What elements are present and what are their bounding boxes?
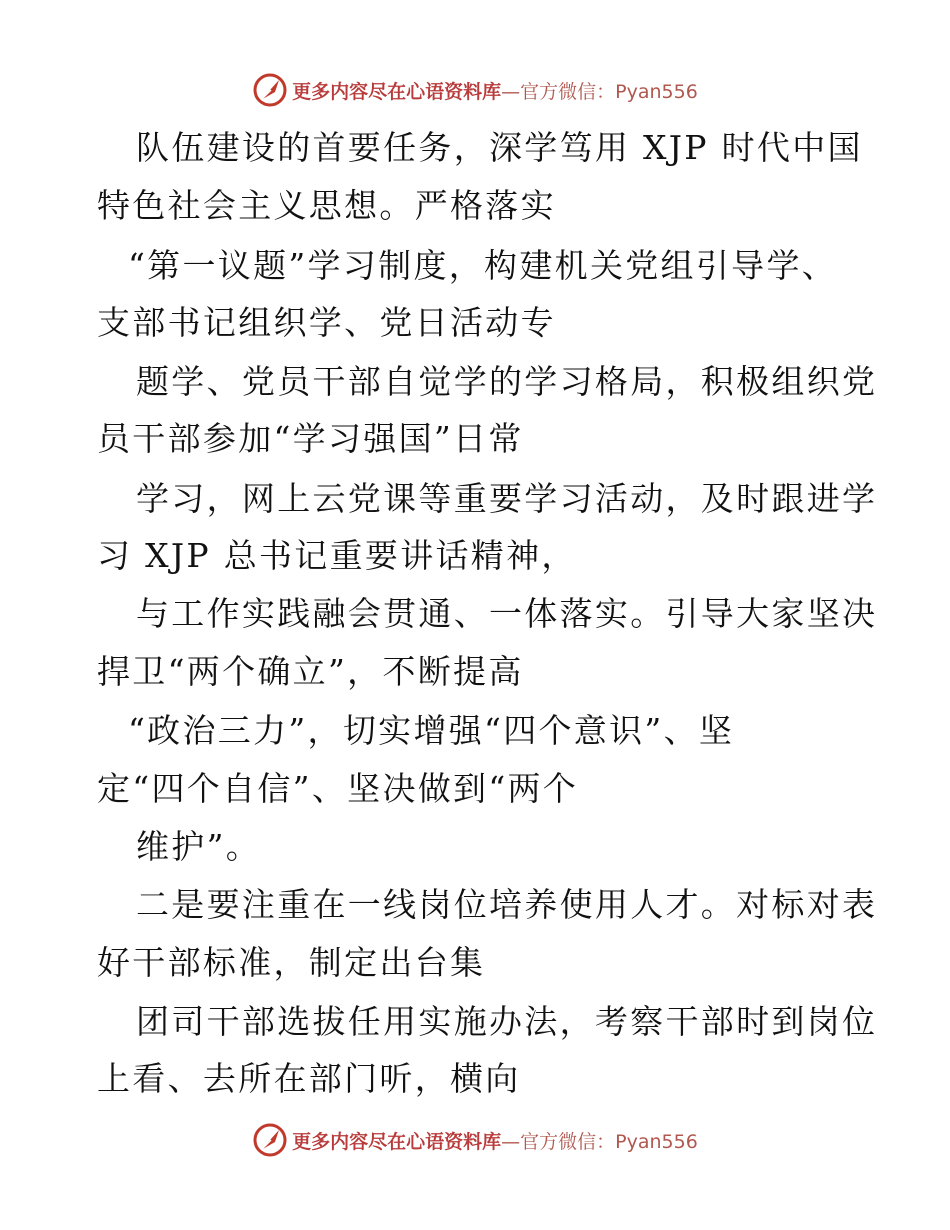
quill-logo-icon	[252, 1122, 288, 1158]
banner-tail: —官方微信：Pyan556	[501, 80, 698, 103]
text-line: 学习，网上云党课等重要学习活动，及时跟进学	[136, 479, 878, 518]
text-line: “政治三力”，切实增强“四个意识”、坚	[128, 711, 735, 750]
text-line: 捍卫“两个确立”，不断提高	[97, 652, 524, 691]
text-line: 维护”。	[136, 827, 262, 866]
text-line: 队伍建设的首要任务，深学笃用 XJP 时代中国	[136, 128, 863, 167]
banner-lead: 更多内容尽在心语资料库	[292, 1130, 502, 1153]
text-line: 二是要注重在一线岗位培养使用人才。对标对表	[136, 885, 878, 924]
banner-text	[292, 1127, 698, 1154]
text-line: “第一议题”学习制度，构建机关党组引导学、	[128, 246, 838, 285]
banner-lead: 更多内容尽在心语资料库	[292, 80, 502, 103]
header-banner	[0, 68, 950, 112]
text-line: 好干部标准，制定出台集	[97, 943, 486, 982]
text-line: 员干部参加“学习强国”日常	[97, 419, 524, 458]
quill-logo-icon	[252, 72, 288, 108]
text-line: 上看、去所在部门听，横向	[97, 1059, 521, 1098]
text-line: 定“四个自信”、坚决做到“两个	[97, 769, 579, 808]
banner-tail: —官方微信：Pyan556	[501, 1130, 698, 1153]
footer-banner	[0, 1118, 950, 1162]
text-line: 团司干部选拔任用实施办法，考察干部时到岗位	[136, 1002, 878, 1041]
banner-text	[292, 77, 698, 104]
text-line: 支部书记组织学、党日活动专	[97, 303, 556, 342]
text-line: 习 XJP 总书记重要讲话精神，	[97, 536, 577, 575]
text-line: 题学、党员干部自觉学的学习格局，积极组织党	[136, 362, 878, 401]
text-line: 与工作实践融会贯通、一体落实。引导大家坚决	[136, 594, 878, 633]
text-line: 特色社会主义思想。严格落实	[97, 186, 556, 225]
